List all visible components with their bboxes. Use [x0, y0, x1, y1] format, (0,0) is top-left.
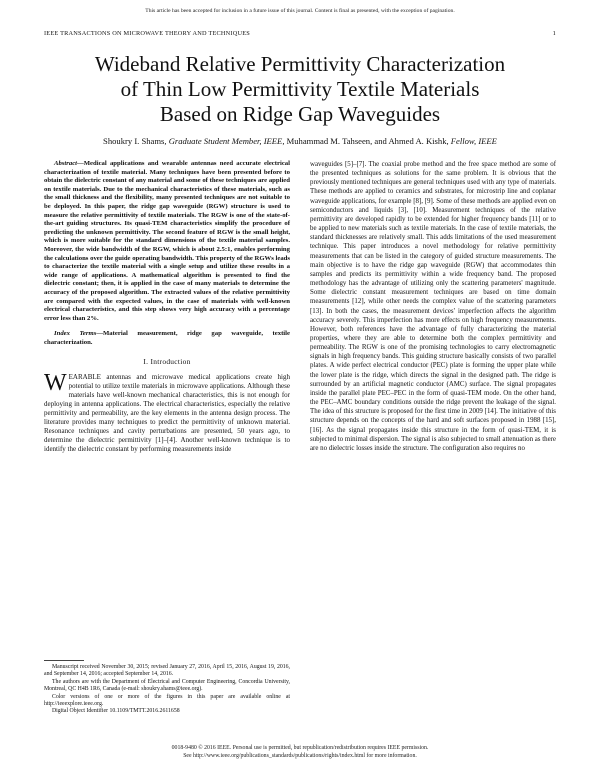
intro-paragraph [44, 369, 290, 455]
index-terms-text: —Material measurement, ridge gap waveguide, textile characterization. [44, 330, 290, 346]
title-line: of Thin Low Permittivity Textile Materials [120, 77, 480, 101]
footnote: Manuscript received November 30, 2015; revised January 27, 2016, April 15, 2016, August 19, 2016, and September 14, 2016; accepted September 14, 2016. [44, 664, 290, 678]
running-head [44, 30, 556, 37]
copyright-notice [0, 744, 600, 760]
author-line [44, 136, 556, 146]
abstract-text: —Medical applications and wearable antennas need accurate electrical characterization of textile material. Many techniques have been presented before to obtain the dielectric constant of any material and some of these techniques are applied on textile materials. Due to the mechanical characteristics of these materials, such as the small thickness and the flexibility, many presented techniques are not suitable to be deployed. In this paper, the ridge gap waveguide (RGW) structure is used to measure the relative permittivity of textile materials. The RGW is one of the state-of-the-art guiding structures. Its quasi-TEM characteristics simplify the procedure of predicting the unknown permittivity. The second feature of RGW is the small height, which is more suitable for the standard dimensions of the textile material samples. Moreover, the wide bandwidth of the RGW, which is about 2.5:1, enables performing the calculations over the guide operating bandwidth. This property of the RGWs leads to characterize the textile material with a single setup and utilize these results in a wide range of applications. A mathematical algorithm is presented to find the dielectric constant; then, it is applied in the case of many materials to determine the accuracy of the proposed algorithm. The extracted values of the relative permittivity are compared with the expected values, in the case of materials with well-known electrical characteristics, and this step shows very high accuracy with a percentage error less than 2%. [44, 160, 290, 322]
section-heading: I. Introduction [143, 357, 191, 367]
body-text: waveguides [5]–[7]. The coaxial probe method and the free space method are some of the presented techniques as solutions for the same problem. It is obvious that the previously mentioned techniques are general techniques used with any type of materials. These methods are applied to ceramics and substrates, for microstrip line and coplanar waveguide applications, for example [8], [9]. Some of these methods are applied even on semiconductors and liquids [3], [10]. Measurement techniques of the relative permittivity are developed rapidly to be extended for higher frequency bands [11] or to be applied to new materials such as textile materials. In the case of textile materials, the standard thicknesses are relatively small. This adds limitations of the used measurement technique. This paper introduces a novel methodology for relative permittivity measurements that can be listed in the category of guided structure measurements. The main objective is to have the ridge gap waveguide (RGW) that accommodates thin samples and predicts its permittivity within a wide frequency band. The proposed methodology has the advantage of utilizing only the scattering parameters' magnitude. Some dielectric constant measurement techniques are based on time domain measurements [12], while other needs the complex value of the scattering parameters [13]. In both the cases, the measurement devices' imperfection affects the algorithm accuracy severely. This imperfection has more effects on high frequency measurements. However, both references have the advantage of fully characterizing the material properties, where they are able to determine both the complex permittivity and permeability. The RGW is one of the promising technologies to carry electromagnetic signals in high frequency bands. This guiding structure basically consists of two parallel plates. A wide perfect electrical conductor (PEC) plate is forming the upper plate while the lower plate is the ridge, which directs the signal in the designed path. The ridge is surrounded by an artificial magnetic conductor (AMC) surface. The signal propagates inside the parallel plate PEC–PEC in the form of quasi-TEM mode. On the other hand, the PEC–AMC boundary conditions outside the ridge prevent the leakage of the signal. The idea of this structure is proposed for the first time in 2009 [14]. The initiative of this structure depends on the concepts of the hard and soft surfaces proposed in 1988 [15], [16]. As the signal propagates inside this structure in the form of quasi-TEM, it is subjected to minimal dispersion. The signal is also subjected to small attenuation as there are no dielectric losses inside the structure. The configuration also requires no [310, 161, 556, 452]
right-column [310, 160, 556, 453]
author-name: Shoukry I. Shams, [103, 136, 169, 146]
abstract-label: Abstract [54, 160, 78, 167]
abstract [44, 160, 290, 323]
index-terms [44, 330, 290, 347]
footnote-rule [44, 660, 84, 661]
copyright-line: See http://www.ieee.org/publications_standards/publications/rights/index.html for more information. [183, 753, 417, 759]
author-names: , Muhammad M. Tahseen, and Ahmed A. Kishk, [282, 136, 451, 146]
footnotes [44, 664, 290, 716]
author-membership: Graduate Student Member, IEEE [168, 136, 283, 146]
footnote: The authors are with the Department of Electrical and Computer Engineering, Concordia University, Montreal, QC H4B 1R6, Canada (e-mail: shoukry.shams@ieee.org). [44, 678, 290, 693]
footnote: Color versions of one or more of the figures in this paper are available online at http://ieeexplore.ieee.org. [44, 693, 290, 708]
copyright-line: 0018-9480 © 2016 IEEE. Personal use is permitted, but republication/redistribution requires IEEE permission. [171, 745, 429, 751]
title-line: Wideband Relative Permittivity Characterization [94, 52, 506, 76]
author-membership: Fellow, IEEE [450, 136, 497, 146]
drop-cap: W [44, 369, 67, 396]
index-terms-label: Index Terms [54, 330, 97, 338]
left-column [44, 160, 290, 454]
paper-title [40, 52, 560, 127]
title-line: Based on Ridge Gap Waveguides [159, 102, 441, 126]
intro-text: EARABLE antennas and microwave medical applications create high potential to utilize textile materials in microwave applications. Although these materials have well-known mechanical characteristics, this is not enough for deploying in antenna applications. The electrical characteristics, especially the relative permittivity and permeability, are the key elements in the antenna design process. The literature provides many techniques to predict the permittivity of unknown material. Resonance techniques and cavity perturbations are presented, 50 years ago, to determine the dielectric permittivity [1]–[4]. Another well-known technique is to identify the dielectric constant by performing measurements inside [44, 372, 290, 454]
journal-name: IEEE TRANSACTIONS ON MICROWAVE THEORY AND TECHNIQUES [44, 30, 250, 37]
footnote: Digital Object Identifier 10.1109/TMTT.2016.2611658 [52, 708, 180, 715]
acceptance-notice: This article has been accepted for inclusion in a future issue of this journal. Content is final as presented, with the exception of pagination. [145, 8, 455, 14]
page-number: 1 [552, 30, 556, 37]
